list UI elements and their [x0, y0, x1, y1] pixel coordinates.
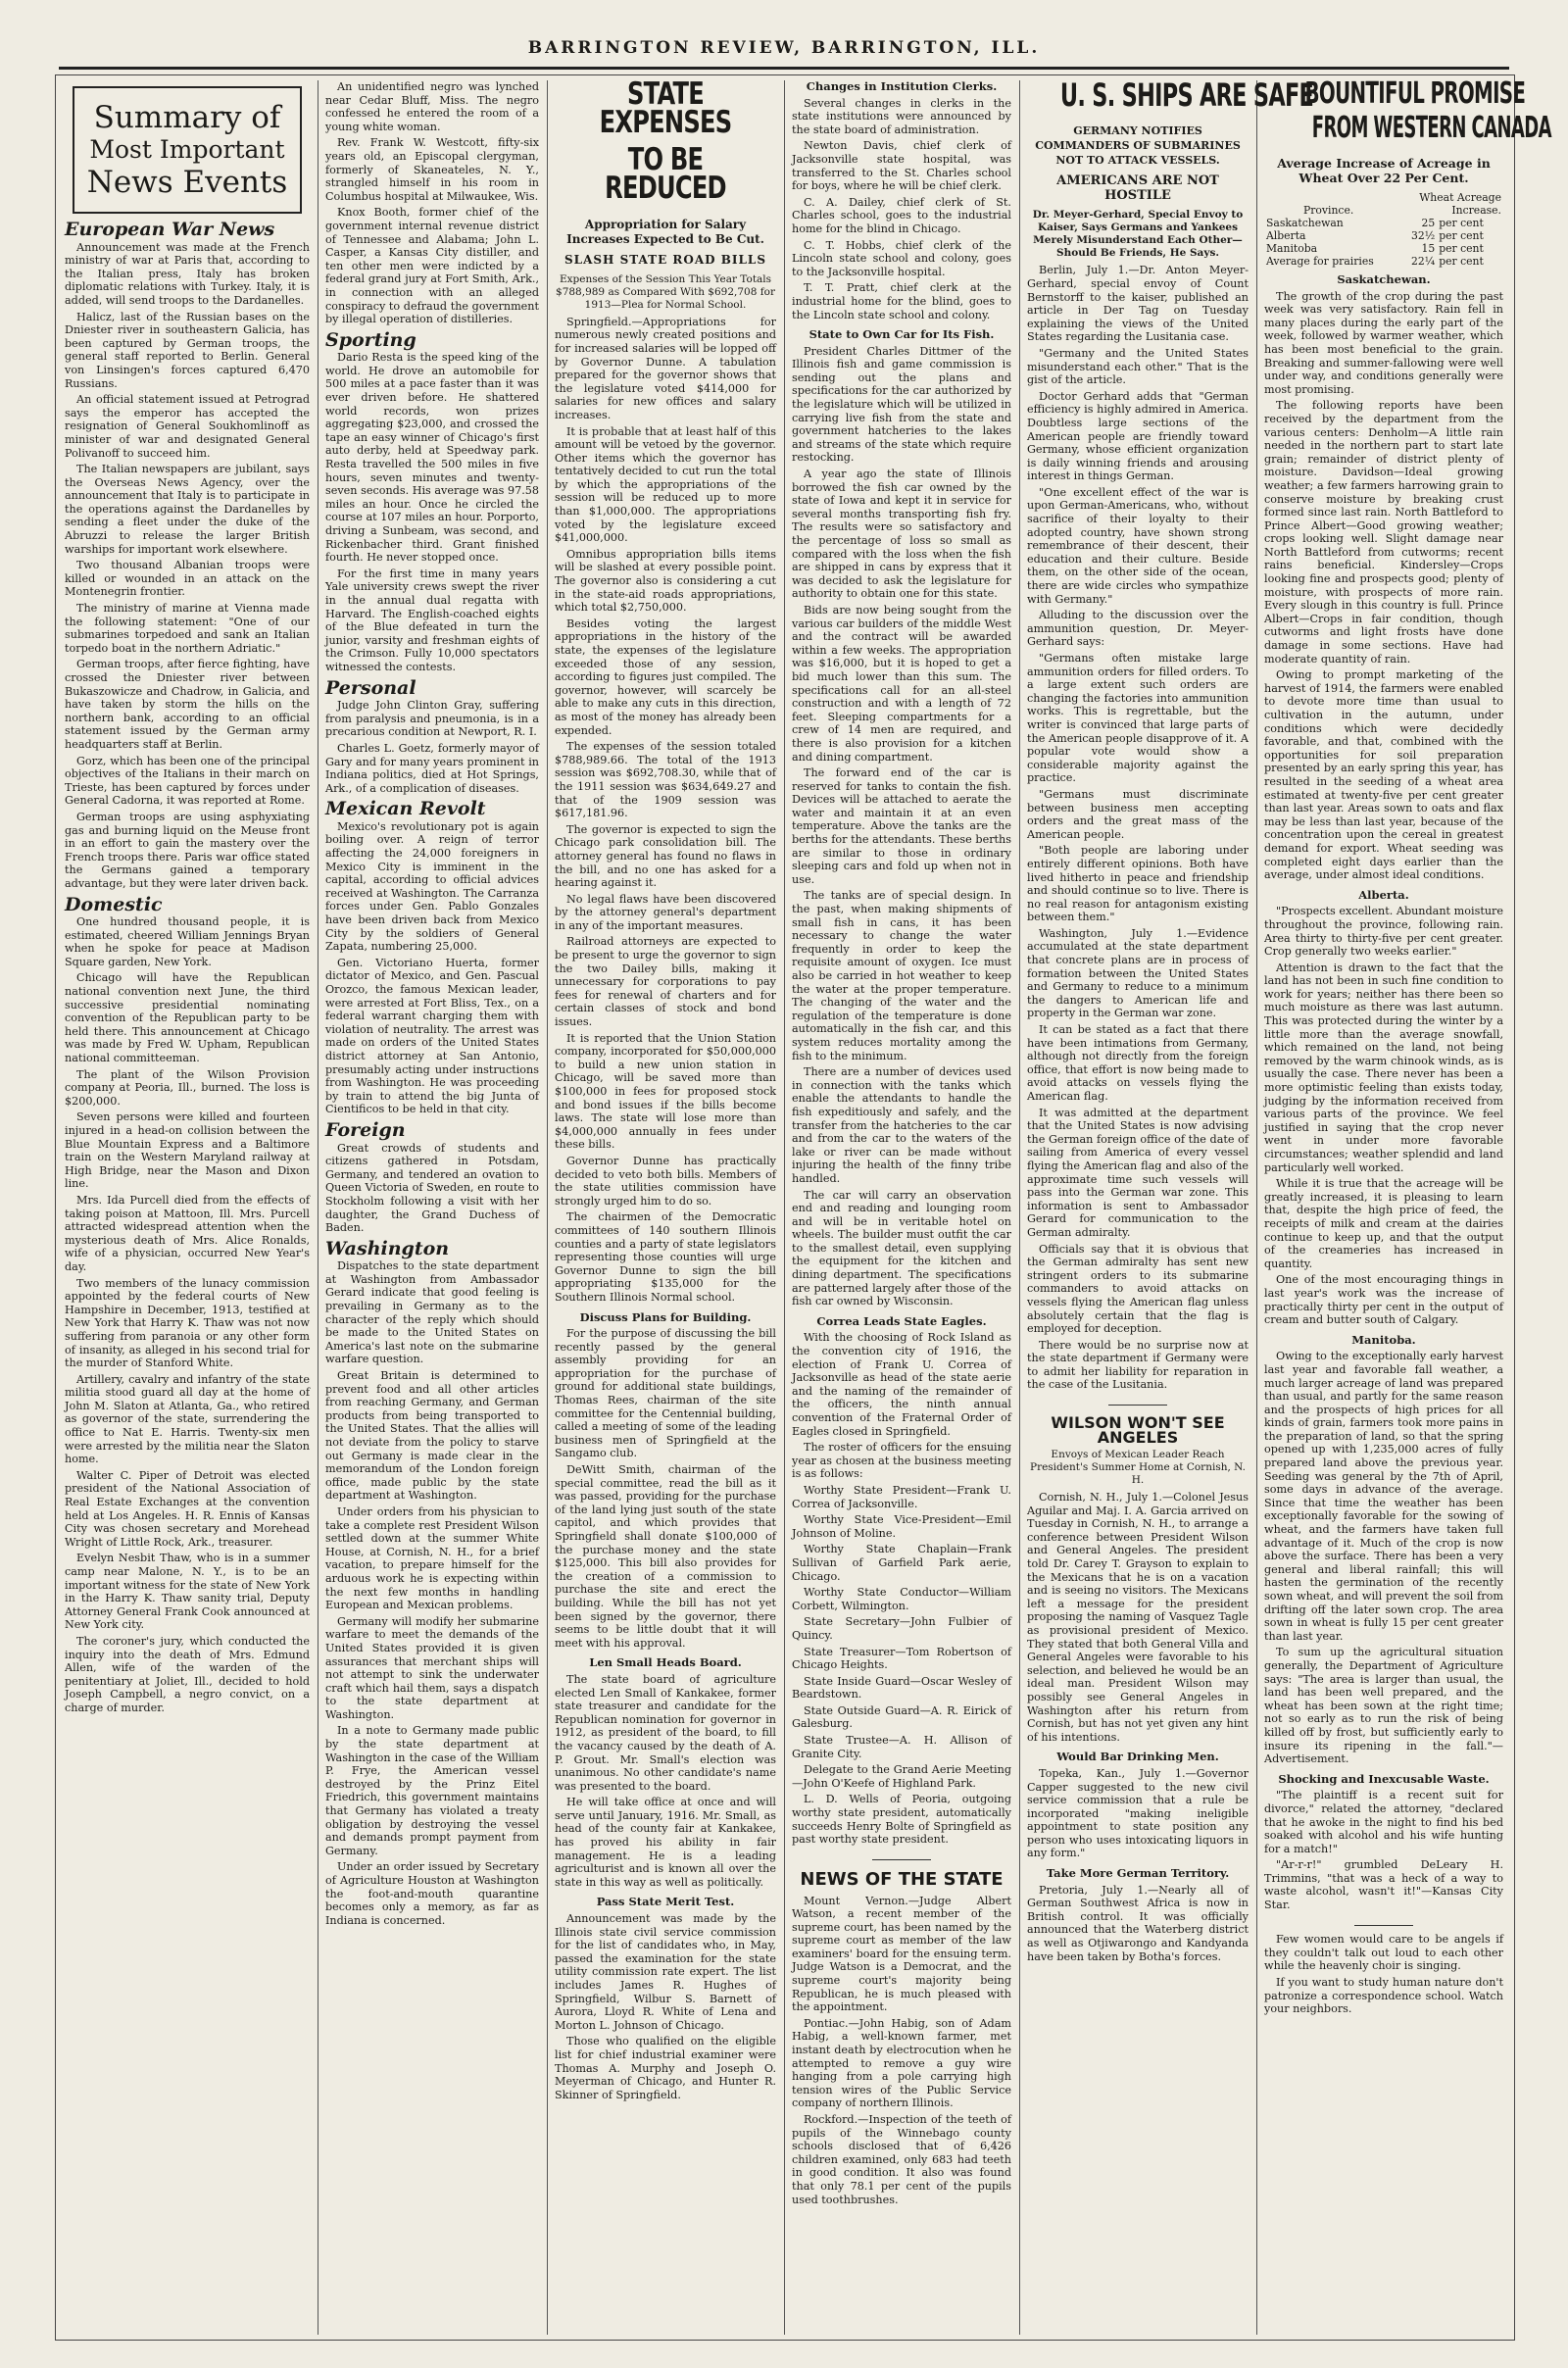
paragraph: C. A. Dailey, chief clerk of St. Charles school, goes to the industrial home for the blind in Chicago. — [792, 195, 1011, 235]
paragraph: For the first time in many years Yale university crews swept the river in the annual dual regatta with Harvard. The English-coached eights of the Blue defeated in turn the junior, varsity and freshman eights of the Crimson. Fully 10,000 spectators witnessed the contests. — [325, 567, 539, 673]
foreign-news — [325, 1142, 539, 1235]
paragraph: State Treasurer—Tom Robertson of Chicago Heights. — [792, 1645, 1011, 1672]
paragraph: The roster of officers for the ensuing year as chosen at the business meeting is as follows: — [792, 1441, 1011, 1481]
subhead-acreage: Average Increase of Acreage in Wheat Over 22 Per Cent. — [1277, 156, 1491, 185]
paragraph: Great Britain is determined to prevent food and all other articles from reaching Germany, and German products from being transported to the United States. That the allies will not deviate from the policy to starve out Germany is made clear in the memorandum of the London foreign office, made public by the state department at Washington. — [325, 1369, 539, 1503]
paragraph: Pontiac.—John Habig, son of Adam Habig, a well-known farmer, met instant death by electrocution when he attempted to remove a guy wire hanging from a pole carrying high tension wires of the Public Service company of northern Illinois. — [792, 2016, 1011, 2110]
unit-cell: per cent — [1439, 255, 1484, 268]
paragraph: Knox Booth, former chief of the government internal revenue district of Tennessee and Alabama; John L. Casper, a Kansas City distiller, and ten other men were indicted by a federal grand jury at Fort Smith, Ark., in connection with an alleged conspiracy to defraud the government by illegal operation of distilleries. — [325, 206, 539, 326]
paragraph: The growth of the crop during the past week was very satisfactory. Rain fell in many places during the early part of the week, followed by warmer weather, which has been most beneficial to the grain. Breaking and summer-fallowing were well under way, and conditions generally were most promising. — [1264, 289, 1503, 396]
domestic-news — [65, 915, 310, 1714]
paragraph: To sum up the agricultural situation generally, the Department of Agriculture says: "The area is larger than usual, the land has been well prepared, and the wheat has been sown at the right time; not so early as to run the risk of being killed off by frost, but sufficiently early to insure its ripening in the fall."—Advertisement. — [1264, 1646, 1503, 1766]
paragraph: The plant of the Wilson Provision company at Peoria, Ill., burned. The loss is $200,000. — [65, 1067, 310, 1108]
german-territory-body — [1027, 1884, 1249, 1964]
paragraph: C. T. Hobbs, chief clerk of the Lincoln state school and colony, goes to the Jacksonville hospital. — [792, 238, 1011, 278]
paragraph: Those who qualified on the eligible list for chief industrial examiner were Thomas A. Murphy and Joseph O. Meyerman of Chicago, and Hunter R. Skinner of Springfield. — [555, 2035, 776, 2101]
paragraph: Chicago will have the Republican national convention next June, the third successive presidential nominating convention of the Republican party to be held there. This announcement at Chicago was made by Fred W. Upham, Republican national committeeman. — [65, 971, 310, 1065]
column-6 — [1264, 76, 1551, 2335]
paragraph: The chairmen of the Democratic committees of 140 southern Illinois counties and a party of state legislators representing those counties will urge Governor Dunne to sign the bill appropriating $135,000 for the Southern Illinois Normal school. — [555, 1210, 776, 1304]
paragraph: Rockford.—Inspection of the teeth of pupils of the Winnebago county schools disclosed that of 6,426 children examined, only 683 had teeth in good condition. It also was found that only 78.1 per cent of the pupils used toothbrushes. — [792, 2113, 1011, 2206]
column-3 — [555, 76, 776, 2335]
clerks-body — [792, 97, 1011, 322]
paragraph: Delegate to the Grand Aerie Meeting—John O'Keefe of Highland Park. — [792, 1763, 1011, 1790]
merit-body — [555, 1912, 776, 2101]
paragraph: Under orders from his physician to take a complete rest President Wilson settled down at the summer White House, at Cornish, N. H., for a brief vacation, to prepare himself for the arduous work he is expecting within the next few months in handling European and Mexican problems. — [325, 1505, 539, 1612]
divider — [1027, 1396, 1249, 1409]
paragraph: For the purpose of discussing the bill recently passed by the general assembly providing for an appropriation for the purchase of ground for additional state buildings, Thomas Rees, chairman of the site committee for the Centennial building, called a meeting of some of the leading business men of Springfield at the Sangamo club. — [555, 1327, 776, 1460]
province-cell: Average for prairies — [1266, 255, 1374, 268]
news-of-state-body — [792, 1895, 1011, 2207]
paragraph: There would be no surprise now at the state department if Germany were to admit her liability for reparation in the case of the Lusitania. — [1027, 1338, 1249, 1392]
paragraph: Dario Resta is the speed king of the world. He drove an automobile for 500 miles at a pace faster than it was ever driven before. He shattered world records, won prizes aggregating $23,000, and crossed the tape an easy winner of Chicago's first auto derby, held at Speedway park. Resta travelled the 500 miles in five hours, seven minutes and twenty-seven seconds. His average was 97.58 miles an hour. Once he circled the course at 107 miles an hour. Porporto, driving a Sunbeam, was second, and Rickenbacher third. Grant finished fourth. He never stopped once. — [325, 351, 539, 565]
paragraph: The ministry of marine at Vienna made the following statement: "One of our submarines torpedoed and sank an Italian torpedo boat in the northern Adriatic." — [65, 602, 310, 655]
paragraph: "Germans often mistake large ammunition orders for filled orders. To a large extent such orders are changing the factories into ammunition works. This is regrettable, but the writer is convinced that large parts of the American people disapprove of it. A popular vote would show a considerable majority against the practice. — [1027, 652, 1249, 785]
increase-cell: 22¼ — [1411, 255, 1436, 268]
washington-news — [325, 1259, 539, 1927]
paragraph: T. T. Pratt, chief clerk at the industrial home for the blind, goes to the Lincoln state school and colony. — [792, 281, 1011, 321]
subhead-manitoba: Manitoba. — [1351, 1332, 1416, 1347]
paragraph: Judge John Clinton Gray, suffering from paralysis and pneumonia, is in a precarious condition at Newport, R. I. — [325, 699, 539, 739]
subhead-not-hostile: AMERICANS ARE NOT HOSTILE — [1056, 173, 1219, 204]
paragraph: No legal flaws have been discovered by the attorney general's department in any of the important measures. — [555, 892, 776, 932]
paragraph: "Both people are laboring under entirely different opinions. Both have lived hitherto in peace and friendship and should continue so to live. There is no real reason for antagonism existing between them." — [1027, 844, 1249, 924]
paragraph: German troops, after fierce fighting, have crossed the Dniester river between Bukaszowicze and Chadrow, in Galicia, and have taken by storm the hills on the northern bank, according to an official statement issued by the German army headquarters staff at Berlin. — [65, 658, 310, 751]
paragraph: "Prospects excellent. Abundant moisture throughout the province, following rain. Area thirty to thirty-five per cent greater. Crop generally two weeks earlier." — [1264, 905, 1503, 959]
headline-western-canada: FROM WESTERN CANADA — [1311, 110, 1551, 145]
building-body — [555, 1327, 776, 1650]
paragraph: An unidentified negro was lynched near Cedar Bluff, Miss. The negro confessed he entered the room of a young white woman. — [325, 80, 539, 133]
paragraph: President Charles Dittmer of the Illinois fish and game commission is sending out the plans and specifications for the car authorized by the legislature which will be utilized in carrying live fish from the state and government hatcheries to the lakes and streams of the state which require restocking. — [792, 344, 1011, 465]
paragraph: The forward end of the car is reserved for tanks to contain the fish. Devices will be attached to aerate the water and maintain it at an even temperature. Above the tanks are the berths for the attendants. These berths are similar to those in ordinary sleeping cars and fold up when not in use. — [792, 766, 1011, 886]
summary-title-line2: Most Important — [89, 135, 285, 164]
table-header-province: Province. — [1303, 204, 1354, 217]
column-4 — [792, 80, 1011, 2335]
section-head-sporting: Sporting — [325, 328, 416, 351]
paragraph: Announcement was made at the French ministry of war at Paris that, according to the Italian press, Italy has broken diplomatic relations with Turkey. Italy, it is added, will send troops to the Dardanelles. — [65, 240, 310, 307]
province-cell: Manitoba — [1266, 242, 1318, 255]
section-head-personal: Personal — [325, 676, 416, 699]
paragraph: Walter C. Piper of Detroit was elected president of the National Association of Real Estate Exchanges at the convention held at Los Angeles. H. R. Ennis of Kansas City was chosen secretary and Morehead Wright of Little Rock, Ark., treasurer. — [65, 1468, 310, 1549]
paragraph: Attention is drawn to the fact that the land has not been in such fine condition to work for years; neither has there been so much moisture as there was last autumn. This was protected during the winter by a little more than the average snowfall, which remained on the land, not being removed by the warm chinook winds, as is usually the case. There never has been a more optimistic feeling than exists today, judging by the information received from various parts of the province. We feel justified in saying that the crop never went in under more favorable circumstances; weather splendid and land particularly well worked. — [1264, 961, 1503, 1174]
paragraph: The coroner's jury, which conducted the inquiry into the death of Mrs. Edmund Allen, wife of the warden of the penitentiary at Joliet, Ill., decided to hold Joseph Campbell, a negro convict, on a charge of murder. — [65, 1634, 310, 1714]
paragraph: The Italian newspapers are jubilant, says the Overseas News Agency, over the announcement that Italy is to participate in the operations against the Dardanelles by sending a fleet under the duke of the Abruzzi to release the larger British warships for important work elsewhere. — [65, 463, 310, 556]
paragraph: One of the most encouraging things in last year's work was the increase of practically thirty per cent in the output of cream and butter south of Calgary. — [1264, 1273, 1503, 1327]
paragraph: It is reported that the Union Station company, incorporated for $50,000,000 to build a new union station in Chicago, will be saved more than $100,000 in fees for proposed stock and bond issues if the bills become laws. The state will lose more than $4,000,000 annually in fees under these bills. — [555, 1031, 776, 1152]
paragraph: Halicz, last of the Russian bases on the Dniester river in southeastern Galicia, has been captured by German troops, the general staff reported to Berlin. General von Linsingen's forces captured 6,470 Russians. — [65, 310, 310, 390]
table-row — [1264, 217, 1503, 229]
headline-to-be-reduced: TO BE REDUCED — [605, 141, 726, 207]
paragraph: Germany will modify her submarine warfare to meet the demands of the United States provided it is given assurances that merchant ships will not attempt to sink the underwater craft which hail them, says a dispatch to the state department at Washington. — [325, 1614, 539, 1721]
section-head-domestic: Domestic — [65, 893, 163, 915]
paragraph: Several changes in clerks in the state institutions were announced by the state board of administration. — [792, 96, 1011, 136]
summary-box — [73, 86, 302, 214]
paragraph: Alluding to the discussion over the ammunition question, Dr. Meyer-Gerhard says: — [1027, 609, 1249, 649]
paragraph: "Germans must discriminate between business men accepting orders and the great mass of the American people. — [1027, 787, 1249, 841]
headline-bountiful: BOUNTIFUL PROMISE — [1304, 76, 1526, 111]
slug-merit: Pass State Merit Test. — [596, 1895, 735, 1909]
masthead: BARRINGTON REVIEW, BARRINGTON, ILL. — [59, 29, 1509, 70]
subhead-saskatchewan: Saskatchewan. — [1337, 272, 1431, 286]
section-head-war: European War News — [65, 219, 275, 240]
unit-cell: per cent — [1439, 217, 1484, 229]
paragraph: "One excellent effect of the war is upon German-Americans, who, without sacrifice of their loyalty to their adopted country, have shown strong remembrance of their descent, their education and their culture. Beside them, on the other side of the ocean, there are wide circles who sympathize with Germany." — [1027, 485, 1249, 606]
paragraph: He will take office at once and will serve until January, 1916. Mr. Small, as head of the county fair at Kankakee, has proved his ability in fair management. He is a leading agriculturist and is known all over the state in this way as well as politically. — [555, 1796, 776, 1889]
table-header-wheat: Wheat Acreage — [1419, 191, 1501, 204]
paragraph: The tanks are of special design. In the past, when making shipments of small fish in cans, it has been necessary to change the water frequently in order to keep the requisite amount of oxygen. Ice must also be carried in hot weather to keep the water at the proper temperature. The changing of the water and the regulation of the temperature is done automatically in the fish car, and this system reduces mortality among the fish to the minimum. — [792, 889, 1011, 1062]
slug-drinking-men: Would Bar Drinking Men. — [1056, 1750, 1219, 1764]
paragraph: "The plaintiff is a recent suit for divorce," related the attorney, "declared that he awoke in the night to find his bed soaked with alcohol and his wife hunting for a match!" — [1264, 1789, 1503, 1855]
province-cell: Saskatchewan — [1266, 217, 1344, 229]
slug-len-small: Len Small Heads Board. — [589, 1655, 742, 1670]
table-row — [1264, 229, 1503, 242]
section-head-mexican: Mexican Revolt — [325, 798, 486, 820]
table-header-increase: Increase. — [1451, 204, 1501, 217]
paragraph: It is probable that at least half of this amount will be vetoed by the governor. Other items which the governor has tentatively decided to cut run the total by which the appropriations of the session will be reduced up to more than $1,000,000. The appropriations voted by the legislature exceed $41,000,000. — [555, 424, 776, 545]
column-1 — [65, 80, 310, 2335]
paragraph: DeWitt Smith, chairman of the special committee, read the bill as it was passed, providing for the purchase of the land lying just south of the state capitol, and which provides that Springfield shall donate $100,000 of the purchase money and the state $125,000. This bill also provides for the creation of a commission to purchase the site and erect the building. While the bill has not yet been signed by the governor, there seems to be little doubt that it will meet with his approval. — [555, 1463, 776, 1650]
paragraph: Great crowds of students and citizens gathered in Potsdam, Germany, and tendered an ovation to Queen Victoria of Sweden, en route to Stockholm following a visit with her daughter, the Grand Duchess of Baden. — [325, 1141, 539, 1235]
subhead-expenses: Expenses of the Session This Year Totals $788,989 as Compared With $692,708 for 1913—Plea for Normal School. — [556, 272, 775, 311]
paragraph: Owing to the exceptionally early harvest last year and favorable fall weather, a much larger acreage of land was prepared than usual, and partly for the same reason and the prospects of high prices for all kinds of grain, farmers took more pains in the preparation of land, so that the spring opened up with 1,235,000 acres of fully prepared land above the previous year. Seeding was general by the 7th of April, some days in advance of the average. Since that time the weather has been exceptionally favorable for the sowing of wheat, and the farmers have taken full advantage of it. Much of the crop is now above the surface. There has been a very general and liberal rainfall; this will hasten the germination of the recently sown wheat, and will prevent the soil from drifting off the later sown crop. The area sown in wheat is fully 15 per cent greater than last year. — [1264, 1350, 1503, 1643]
paragraph: State Trustee—A. H. Allison of Granite City. — [792, 1734, 1011, 1760]
subhead-alberta: Alberta. — [1358, 887, 1409, 902]
len-small-body — [555, 1673, 776, 1890]
column-2 — [325, 80, 539, 2335]
misc-news — [325, 80, 539, 326]
paragraph: Under an order issued by Secretary of Agriculture Houston at Washington the foot-and-mouth quarantine becomes only a memory, as far as Indiana is concerned. — [325, 1860, 539, 1927]
paragraph: Omnibus appropriation bills items will be slashed at every possible point. The governor also is considering a cut in the state-aid roads appropriations, which total $2,750,000. — [555, 547, 776, 615]
paragraph: Governor Dunne has practically decided to veto both bills. Members of the state utilities commission have strongly urged him to do so. — [555, 1154, 776, 1208]
paragraph: Artillery, cavalry and infantry of the state militia stood guard all day at the home of John M. Slaton at Atlanta, Ga., who retired as governor of the state, surrendering the office to Nat E. Harris. Twenty-six men were arrested by the militia near the Slaton home. — [65, 1372, 310, 1466]
column-rule — [1256, 80, 1257, 2335]
wheat-acreage-table — [1264, 191, 1503, 268]
paragraph: The governor is expected to sign the Chicago park consolidation bill. The attorney general has found no flaws in the bill, and no one has asked for a hearing against it. — [555, 822, 776, 890]
paragraph: Newton Davis, chief clerk of Jacksonville state hospital, was transferred to the St. Charles school for boys, where he will be chief clerk. — [792, 139, 1011, 193]
paragraph: Two members of the lunacy commission appointed by the federal courts of New Hampshire in December, 1913, testified at New York that Harry K. Thaw was not now suffering from paranoia or any other form of insanity, as alleged in his second trial for the murder of Stanford White. — [65, 1276, 310, 1370]
paragraph: Few women would care to be angels if they couldn't talk out loud to each other while the heavenly choir is singing. — [1264, 1933, 1503, 1973]
slug-clerks: Changes in Institution Clerks. — [806, 79, 998, 93]
subhead-road-bills: SLASH STATE ROAD BILLS — [564, 252, 767, 267]
alberta-body — [1264, 905, 1503, 1326]
paragraph: With the choosing of Rock Island as the convention city of 1916, the election of Frank U. Correa of Jacksonville as head of the state aerie and the naming of the remainder of the officers, the ninth annual convention of the Fraternal Order of Eagles closed in Springfield. — [792, 1331, 1011, 1438]
paragraph: Worthy State President—Frank U. Correa of Jacksonville. — [792, 1483, 1011, 1510]
paragraph: State Secretary—John Fulbier of Quincy. — [792, 1615, 1011, 1642]
increase-cell: 25 — [1421, 217, 1436, 229]
paragraph: Mrs. Ida Purcell died from the effects of taking poison at Mattoon, Ill. Mrs. Purcell attracted widespread attention when the mysterious death of Mrs. Alice Ronalds, wife of a physician, occurred New Year's day. — [65, 1193, 310, 1273]
headline-angeles: WILSON WON'T SEE ANGELES — [1051, 1412, 1225, 1447]
paragraph: One hundred thousand people, it is estimated, cheered William Jennings Bryan when he spoke for peace at Madison Square garden, New York. — [65, 915, 310, 968]
increase-cell: 15 — [1421, 242, 1436, 255]
paragraph: "Ar-r-r!" grumbled DeLeary H. Trimmins, "that was a heck of a way to waste alcohol, wasn't it!"—Kansas City Star. — [1264, 1858, 1503, 1912]
paragraph: Mount Vernon.—Judge Albert Watson, a recent member of the supreme court, has been named by the supreme court as member of the law examiners' board for the ensuing term. Judge Watson is a Democrat, and the supreme court's majority being Republican, he is much pleased with the appointment. — [792, 1894, 1011, 2014]
end-paragraphs — [1264, 1933, 1503, 2016]
section-head-foreign: Foreign — [325, 1118, 406, 1141]
summary-title-line1: Summary of — [93, 100, 281, 135]
slug-german-territory: Take More German Territory. — [1046, 1866, 1230, 1881]
paragraph: In a note to Germany made public by the state department at Washington in the case of the William P. Frye, the American vessel destroyed by the Prinz Eitel Friedrich, this government maintains that Germany has violated a treaty obligation by destroying the vessel and demands prompt payment from Germany. — [325, 1724, 539, 1857]
paragraph: The expenses of the session totaled $788,989.66. The total of the 1913 session was $692,708.30, while that of the 1911 session was $634,649.27 and that of the 1909 session was $617,181.96. — [555, 740, 776, 820]
drinking-men-body — [1027, 1767, 1249, 1860]
slug-waste: Shocking and Inexcusable Waste. — [1278, 1771, 1490, 1786]
paragraph: Bids are now being sought from the various car builders of the middle West and the contract will be awarded within a few weeks. The appropriation was $16,000, but it is hoped to get a bid much lower than this sum. The specifications call for an all-steel construction and with a length of 72 feet. Sleeping compartments for a crew of 14 men are required, and there is also provision for a kitchen and dining compartment. — [792, 603, 1011, 764]
paragraph: Announcement was made by the Illinois state civil service commission for the list of candidates who, in May, passed the examination for the state utility commission rate expert. The list includes James R. Hughes of Springfield, Wilbur S. Barnett of Aurora, Lloyd R. White of Lena and Morton L. Johnson of Chicago. — [555, 1912, 776, 2032]
paragraph: It was admitted at the department that the United States is now advising the German foreign office of the date of sailing from America of every vessel flying the American flag and also of the approximate time such vessels will pass into the German war zone. This information is sent to Ambassador Gerard for communication to the German admiralty. — [1027, 1106, 1249, 1239]
paragraph: Springfield.—Appropriations for numerous newly created positions and for increased salaries will be lopped off by Governor Dunne. A tabulation prepared for the governor shows that the legislature voted $414,000 for salaries for new offices and salary increases. — [555, 315, 776, 421]
paragraph: Evelyn Nesbit Thaw, who is in a summer camp near Malone, N. Y., is to be an important witness for the state of New York in the Harry K. Thaw sanity trial, Deputy Attorney General Frank Cook announced at New York city. — [65, 1552, 310, 1632]
paragraph: Worthy State Chaplain—Frank Sullivan of Garfield Park aerie, Chicago. — [792, 1543, 1011, 1583]
paragraph: German troops are using asphyxiating gas and burning liquid on the Meuse front in an effort to gain the mastery over the French troops there. Paris war office stated the Germans gained a temporary advantage, but they were later driven back. — [65, 810, 310, 890]
subhead-meyer-gerhard: Dr. Meyer-Gerhard, Special Envoy to Kaiser, Says Germans and Yankees Merely Misunderstand Each Other—Should Be Friends, He Says. — [1032, 209, 1244, 260]
section-head-washington: Washington — [325, 1237, 450, 1259]
paragraph: A year ago the state of Illinois borrowed the fish car owned by the state of Iowa and kept it in service for several months transporting fish fry. The results were so satisfactory and the percentage of loss so small as compared with the loss when the fish are shipped in cans by express that it was decided to ask the legislature for authority to obtain one for this state. — [792, 468, 1011, 601]
paragraph: State Outside Guard—A. R. Eirick of Galesburg. — [792, 1703, 1011, 1731]
divider — [792, 1850, 1011, 1864]
waste-body — [1264, 1789, 1503, 1911]
saskatchewan-body — [1264, 290, 1503, 882]
paragraph: An official statement issued at Petrograd says the emperor has accepted the resignation of General Soukhomlinoff as minister of war and designated General Polivanoff to succeed him. — [65, 393, 310, 460]
headline-state-expenses: STATE EXPENSES — [599, 76, 732, 141]
paragraph: Dispatches to the state department at Washington from Ambassador Gerard indicate that good feeling is prevailing in Germany as to the character of the reply which should be made to the United States on America's last note on the submarine warfare question. — [325, 1259, 539, 1366]
paragraph: Seven persons were killed and fourteen injured in a head-on collision between the Blue Mountain Express and a Baltimore train on the Western Maryland railway at High Bridge, near the Mason and Dixon line. — [65, 1110, 310, 1191]
paragraph: Cornish, N. H., July 1.—Colonel Jesus Aguilar and Maj. I. A. Garcia arrived on Tuesday in Cornish, N. H., to arrange a conference between President Wilson and General Angeles. The president told Dr. Carey T. Grayson to explain to the Mexicans that he is on a vacation and is seeing no visitors. The Mexicans left a message for the president proposing the naming of Vasquez Tagle as provisional president of Mexico. They stated that both General Villa and General Angeles were favorable to his selection, and believed he would be an ideal man. President Wilson may possibly see General Angeles in Washington after his return from Cornish, but has not yet given any hint of his intentions. — [1027, 1491, 1249, 1744]
paragraph: Owing to prompt marketing of the harvest of 1914, the farmers were enabled to devote more time than usual to cultivation in the autumn, under conditions which were decidedly favorable, and that, combined with the opportunities for soil preparation presented by an early spring this year, has resulted in the seeding of a wheat area estimated at twenty-five per cent greater than last year. Areas sown to oats and flax may be less than last year, because of the concentration upon the cereal in greatest demand for export. Wheat seeding was completed eight days earlier than the average, under almost ideal conditions. — [1264, 668, 1503, 882]
increase-cell: 32½ — [1411, 229, 1436, 242]
paragraph: Berlin, July 1.—Dr. Anton Meyer-Gerhard, special envoy of Count Bernstorff to the kaiser, published an article in Der Tag on Tuesday explaining the views of the United States regarding the Lusitania case. — [1027, 264, 1249, 344]
paragraph: It can be stated as a fact that there have been intimations from Germany, although not directly from the foreign office, that effort is now being made to avoid attacks on vessels flying the American flag. — [1027, 1023, 1249, 1104]
paragraph: Two thousand Albanian troops were killed or wounded in an attack on the Montenegrin frontier. — [65, 559, 310, 599]
fish-car-body — [792, 345, 1011, 1308]
column-rule — [784, 80, 785, 2335]
paragraph: Mexico's revolutionary pot is again boiling over. A reign of terror affecting the 24,000 foreigners in Mexico City is imminent in the capital, according to official advices received at Washington. The Carranza forces under Gen. Pablo Gonzales have been driven back from Mexico City by the soldiers of General Zapata, numbering 25,000. — [325, 819, 539, 954]
table-row — [1264, 255, 1503, 268]
state-expenses-body — [555, 316, 776, 1305]
paragraph: Officials say that it is obvious that the German admiralty has sent new stringent orders to its submarine commanders to avoid attacks on vessels flying the American flag unless absolutely certain that the flag is employed for deception. — [1027, 1242, 1249, 1336]
headline-ships-safe: U. S. SHIPS ARE SAFE — [1059, 76, 1314, 114]
paragraph: Besides voting the largest appropriations in the history of the state, the expenses of the legislature exceeded those of any session, according to figures just compiled. The governor, however, will scarcely be able to make any cuts in this direction, as most of the money has already been expended. — [555, 617, 776, 737]
province-cell: Alberta — [1266, 229, 1306, 242]
slug-fish-car: State to Own Car for Its Fish. — [808, 327, 995, 342]
paragraph: If you want to study human nature don't patronize a correspondence school. Watch your neighbors. — [1264, 1976, 1503, 2016]
paragraph: Gorz, which has been one of the principal objectives of the Italians in their march on Trieste, has been captured by forces under General Cadorna, it was reported at Rome. — [65, 754, 310, 808]
paragraph: Gen. Victoriano Huerta, former dictator of Mexico, and Gen. Pascual Orozco, the famous Mexican leader, were arrested at Fort Bliss, Tex., on a federal warrant charging them with violation of neutrality. The arrest was made on orders of the United States district attorney at San Antonio, presumably acting under instructions from Washington. He was proceeding by train to attend the big Junta of Cientificos to be held in that city. — [325, 956, 539, 1116]
paragraph: Pretoria, July 1.—Nearly all of German Southwest Africa is now in British control. It was officially announced that the Waterberg district as well as Otjiwarongo and Kandyanda have been taken by Botha's forces. — [1027, 1883, 1249, 1963]
headline-news-of-state: NEWS OF THE STATE — [800, 1869, 1004, 1891]
manitoba-body — [1264, 1350, 1503, 1765]
war-news — [65, 241, 310, 891]
ships-safe-body — [1027, 264, 1249, 1392]
unit-cell: per cent — [1439, 229, 1484, 242]
paragraph: Doctor Gerhard adds that "German efficiency is highly admired in America. Doubtless large sections of the American people are friendly toward Germany, whose efficient organization is daily winning friends and arousing interest in things German. — [1027, 389, 1249, 483]
subhead-angeles: Envoys of Mexican Leader Reach President's Summer Home at Cornish, N. H. — [1030, 1449, 1246, 1487]
slug-building: Discuss Plans for Building. — [579, 1309, 752, 1324]
paragraph: L. D. Wells of Peoria, outgoing worthy state president, automatically succeeds Henry Bolte of Springfield as past worthy state president. — [792, 1793, 1011, 1847]
subhead-germany-notifies: GERMANY NOTIFIES COMMANDERS OF SUBMARINES NOT TO ATTACK VESSELS. — [1035, 124, 1241, 168]
column-rule — [1019, 80, 1020, 2335]
subhead-appropriation: Appropriation for Salary Increases Expected to Be Cut. — [566, 217, 764, 246]
personal-news — [325, 699, 539, 795]
unit-cell: per cent — [1439, 242, 1484, 255]
eagles-body — [792, 1331, 1011, 1846]
paragraph: The car will carry an observation end and reading and lounging room and will be in veritable hotel on wheels. The builder must outfit the car to the smallest detail, even supplying the equipment for the kitchen and dining department. The specifications are patterned largely after those of the fish car owned by Wisconsin. — [792, 1188, 1011, 1308]
paragraph: While it is true that the acreage will be greatly increased, it is pleasing to learn that, despite the high price of feed, the receipts of milk and cream at the dairies continue to keep up, and that the output of the creameries has increased in quantity. — [1264, 1177, 1503, 1270]
paragraph: The state board of agriculture elected Len Small of Kankakee, former state treasurer and candidate for the Republican nomination for governor in 1912, as president of the board, to fill the vacancy caused by the death of A. P. Grout. Mr. Small's election was unanimous. No other candidate's name was presented to the board. — [555, 1672, 776, 1793]
angeles-body — [1027, 1491, 1249, 1744]
paragraph: Topeka, Kan., July 1.—Governor Capper suggested to the new civil service commission that a rule be incorporated "making ineligible appointment to state position any person who uses intoxicating liquors in any form." — [1027, 1766, 1249, 1860]
column-rule — [547, 80, 548, 2335]
paragraph: The following reports have been received by the department from the various centers: Denholm—A little rain needed in the northern part to start late grain; remainder of district plenty of moisture. Davidson—Ideal growing weather; a few farmers harrowing grain to conserve moisture by breaking crust formed since last rain. North Battleford to Prince Albert—Good growing weather; crops looking well. Slight damage near North Battleford from cutworms; recent rains beneficial. Kindersley—Crops looking fine and prospects good; plenty of moisture, with prospects of more rain. Every slough in this country is full. Prince Albert—Crops in fair condition, though cutworms and light frosts have done damage in some sections. Have had moderate quantity of rain. — [1264, 399, 1503, 666]
paragraph: State Inside Guard—Oscar Wesley of Beardstown. — [792, 1674, 1011, 1702]
sporting-news — [325, 351, 539, 673]
paragraph: Washington, July 1.—Evidence accumulated at the state department that concrete plans are in process of formation between the United States and Germany to reduce to a minimum the dangers to American life and property in the German war zone. — [1027, 926, 1249, 1020]
table-row — [1264, 242, 1503, 255]
paragraph: Worthy State Conductor—William Corbett, Wilmington. — [792, 1586, 1011, 1612]
paragraph: Railroad attorneys are expected to be present to urge the governor to sign the two Dailey bills, making it unnecessary for corporations to pay fees for renewal of charters and for certain classes of stock and bond issues. — [555, 935, 776, 1029]
paragraph: There are a number of devices used in connection with the tanks which enable the attendants to handle the fish expeditiously and safely, and the transfer from the hatcheries to the car and from the car to the waters of the lake or river can be made without injuring the health of the finny tribe handled. — [792, 1065, 1011, 1185]
slug-eagles: Correa Leads State Eagles. — [816, 1313, 987, 1328]
divider — [1264, 1916, 1503, 1930]
paragraph: "Germany and the United States misunderstand each other." That is the gist of the article. — [1027, 346, 1249, 387]
summary-title-line3: News Events — [86, 165, 288, 200]
mexican-news — [325, 820, 539, 1116]
paragraph: Rev. Frank W. Westcott, fifty-six years old, an Episcopal clergyman, formerly of Skaneateles, N. Y., strangled himself in his room in Columbus hospital at Milwaukee, Wis. — [325, 136, 539, 203]
paragraph: Charles L. Goetz, formerly mayor of Gary and for many years prominent in Indiana politics, died at Hot Springs, Ark., of a complication of diseases. — [325, 741, 539, 795]
paragraph: Worthy State Vice-President—Emil Johnson of Moline. — [792, 1513, 1011, 1540]
